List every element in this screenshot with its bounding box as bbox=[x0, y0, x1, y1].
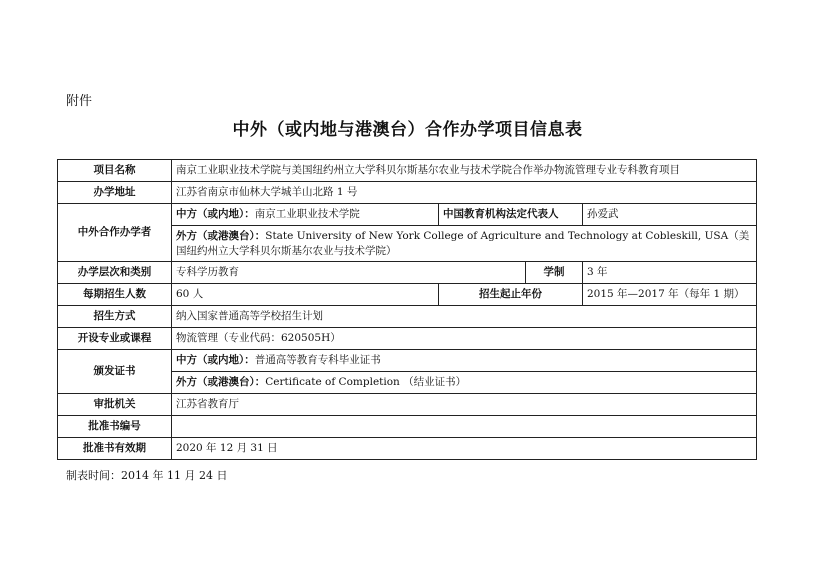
partner-foreign bbox=[172, 226, 757, 262]
period-value: 2015 年—2017 年（每年 1 期） bbox=[583, 284, 757, 306]
table-row bbox=[58, 306, 757, 328]
level-label: 办学层次和类别 bbox=[58, 262, 172, 284]
table-row bbox=[58, 160, 757, 182]
certificate-chinese-value: 普通高等教育专科毕业证书 bbox=[254, 354, 381, 366]
validity-value: 2020 年 12 月 31 日 bbox=[172, 438, 757, 460]
period-label: 招生起止年份 bbox=[439, 284, 583, 306]
attachment-label: 附件 bbox=[66, 94, 93, 109]
admission-label: 招生方式 bbox=[58, 306, 172, 328]
address-value: 江苏省南京市仙林大学城羊山北路 1 号 bbox=[172, 182, 757, 204]
table-row bbox=[58, 416, 757, 438]
certificate-chinese bbox=[172, 350, 757, 372]
table-row bbox=[58, 284, 757, 306]
table-row bbox=[58, 350, 757, 372]
address-label: 办学地址 bbox=[58, 182, 172, 204]
table-row bbox=[58, 204, 757, 226]
project-name-label: 项目名称 bbox=[58, 160, 172, 182]
major-label: 开设专业或课程 bbox=[58, 328, 172, 350]
partner-chinese bbox=[172, 204, 439, 226]
partner-chinese-value: 南京工业职业技术学院 bbox=[254, 208, 360, 220]
certificate-foreign-value: Certificate of Completion （结业证书） bbox=[265, 376, 467, 388]
authority-value: 江苏省教育厅 bbox=[172, 394, 757, 416]
duration-value: 3 年 bbox=[583, 262, 757, 284]
legal-rep-value: 孙爱武 bbox=[583, 204, 757, 226]
duration-label: 学制 bbox=[526, 262, 583, 284]
approval-no-label: 批准书编号 bbox=[58, 416, 172, 438]
approval-no-value bbox=[172, 416, 757, 438]
table-date-footer: 制表时间：2014 年 11 月 24 日 bbox=[66, 469, 228, 482]
table-row bbox=[58, 182, 757, 204]
table-row bbox=[58, 328, 757, 350]
partner-foreign-label: 外方（或港澳台）： bbox=[176, 229, 266, 242]
major-value: 物流管理（专业代码：620505H） bbox=[172, 328, 757, 350]
legal-rep-label: 中国教育机构法定代表人 bbox=[439, 204, 583, 226]
certificate-foreign bbox=[172, 372, 757, 394]
table-row bbox=[58, 438, 757, 460]
level-value: 专科学历教育 bbox=[172, 262, 526, 284]
table-row bbox=[58, 394, 757, 416]
document-title: 中外（或内地与港澳台）合作办学项目信息表 bbox=[232, 120, 583, 140]
enrollment-label: 每期招生人数 bbox=[58, 284, 172, 306]
validity-label: 批准书有效期 bbox=[58, 438, 172, 460]
enrollment-value: 60 人 bbox=[172, 284, 439, 306]
partner-foreign-value: State University of New York College of Agriculture and Technology at Cobleskill, USA（美国纽约州立大学科贝尔斯基尔农业与技术学院） bbox=[176, 229, 750, 257]
certificate-label: 颁发证书 bbox=[58, 350, 172, 394]
project-name-value: 南京工业职业技术学院与美国纽约州立大学科贝尔斯基尔农业与技术学院合作举办物流管理专业专科教育项目 bbox=[172, 160, 757, 182]
table-row bbox=[58, 262, 757, 284]
admission-value: 纳入国家普通高等学校招生计划 bbox=[172, 306, 757, 328]
partners-label: 中外合作办学者 bbox=[58, 204, 172, 262]
partner-chinese-label: 中方（或内地）： bbox=[176, 208, 255, 220]
certificate-foreign-label: 外方（或港澳台）： bbox=[176, 376, 266, 388]
authority-label: 审批机关 bbox=[58, 394, 172, 416]
project-info-table bbox=[57, 159, 757, 460]
certificate-chinese-label: 中方（或内地）： bbox=[176, 354, 255, 366]
